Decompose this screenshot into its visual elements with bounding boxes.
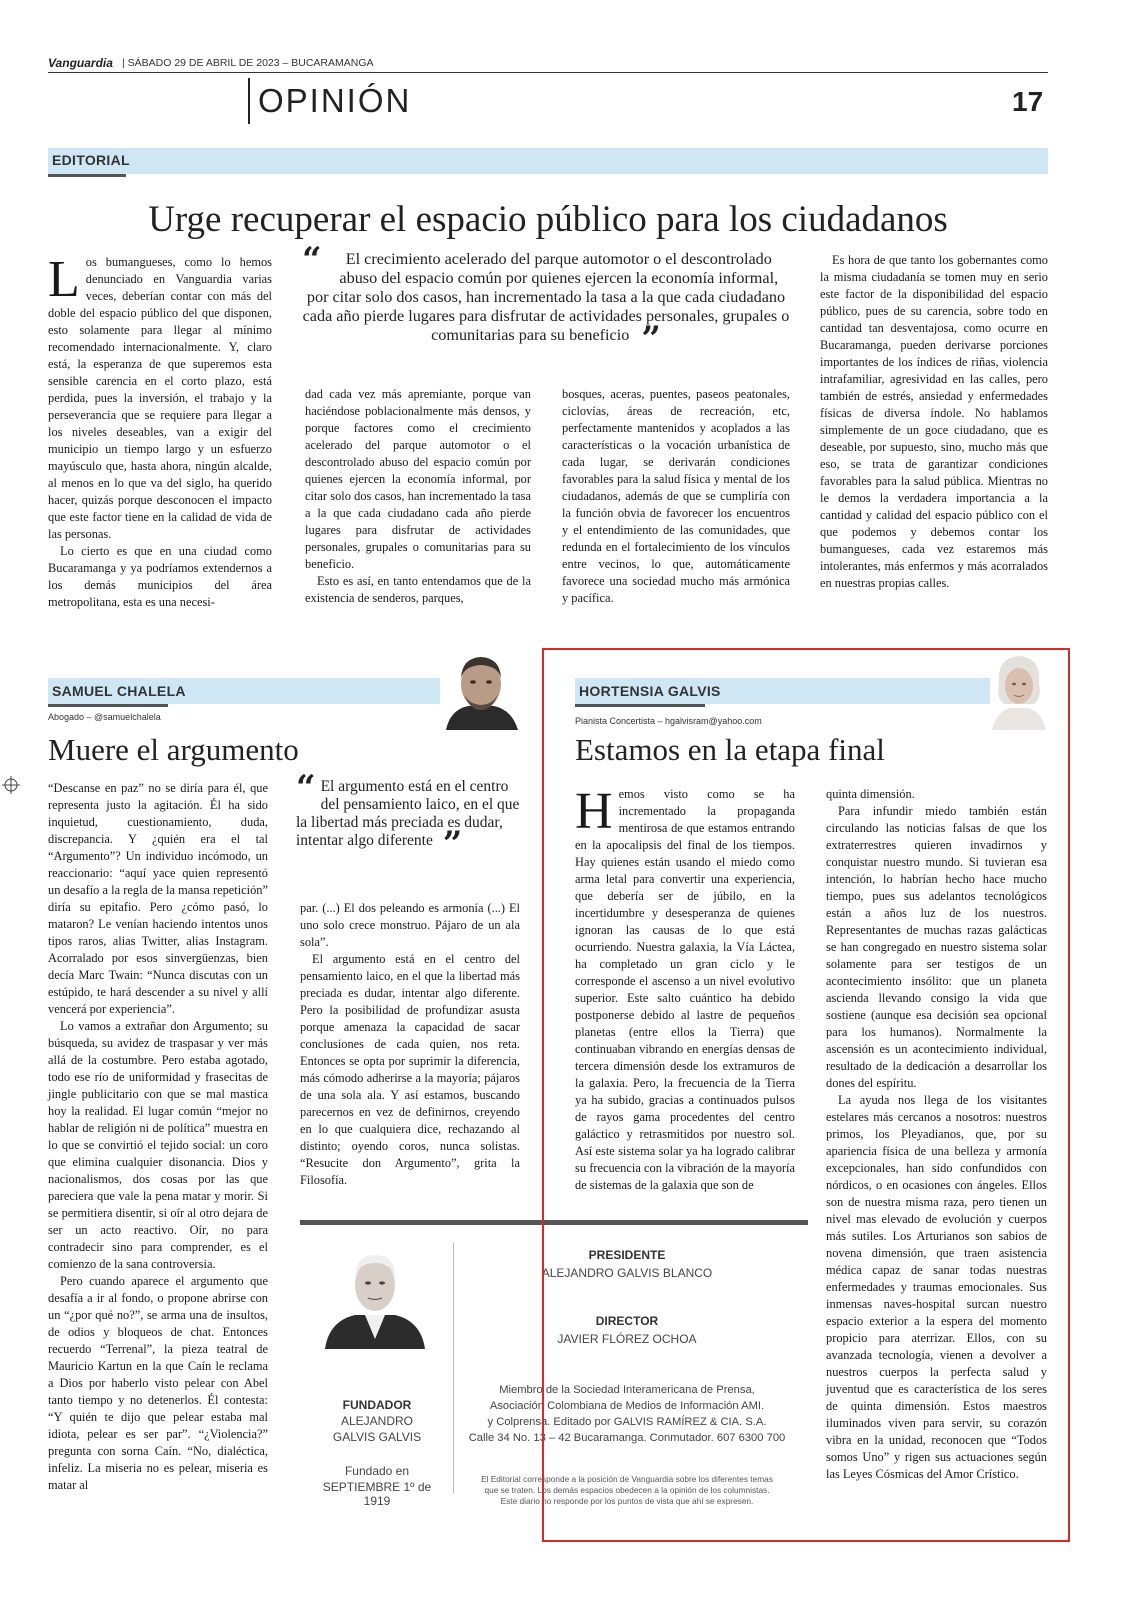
chalela-label: SAMUEL CHALELA — [52, 683, 186, 699]
editorial-underline — [48, 174, 126, 177]
founded-line-2: SEPTIEMBRE 1º de 1919 — [322, 1480, 432, 1508]
close-quote-icon: ” — [641, 319, 661, 359]
disclaimer-line: que se traten. Los demás espacios obedecen a la opinión de los columnistas. — [484, 1485, 770, 1495]
editorial-column-3 — [562, 386, 790, 607]
galvis-paragraph: quinta dimensión. — [826, 787, 915, 801]
registration-mark-icon — [2, 776, 20, 794]
galvis-dropcap: H — [575, 783, 613, 840]
chalela-paragraph: par. (...) El dos peleando es armonía (...) El uno solo crece monstruo. Pájaro de un ala sola”. — [300, 901, 520, 949]
membership-line: y Colprensa. Editado por GALVIS RAMÍREZ & CIA. S.A. — [487, 1416, 767, 1428]
fundador-name-2: GALVIS GALVIS — [332, 1430, 422, 1444]
editorial-pull-quote-text: El crecimiento acelerado del parque automotor o el descontrolado abuso del espacio común por quienes ejercen la economía informal, por citar solo dos casos, han incrementado la tasa a la que cada ciudadano cada año pierde lugares para disfrutar de actividades personales, grupales o comunitarias para su beneficio — [302, 250, 790, 344]
chalela-paragraph: Lo vamos a extrañar don Argumento; su búsqueda, su avidez de traspasar y ver más allá de la costumbre. Pero estaba agotado, todo ese río de uniformidad y frasecitas de jingle publicitario con que se mal mastica hoy la realidad. El lugar común “mejor no hablar de religión ni de política” muestra en lo que se convirtió el tejido social: un coro que elimina cualquier disonancia. Dios y nacionalismos, dos cosas por las que pareciera que vale la pena matar y morir. Si se permitiera disentir, si oír al otro dejara de ser un acto reactivo. Oír, no para contradecir sino para comprender, es el comienzo de la sana controversia. — [48, 1019, 268, 1271]
editorial-column-4 — [820, 252, 1048, 592]
open-quote-icon: “ — [302, 240, 322, 280]
chalela-pull-quote — [296, 768, 520, 864]
editorial-label: EDITORIAL — [52, 152, 130, 168]
chalela-portrait — [440, 648, 522, 730]
credits-divider — [453, 1243, 454, 1493]
close-quote-icon: ” — [442, 824, 463, 864]
editorial-paragraph: Lo cierto es que en una ciudad como Bucaramanga y ya podríamos extendernos a los demás municipios del área metropolitana, esta es una necesi- — [48, 544, 272, 609]
disclaimer-line: Este diario no responde por los puntos de vista que ahí se expresen. — [500, 1496, 754, 1506]
date-line: | SÁBADO 29 DE ABRIL DE 2023 – BUCARAMANGA — [122, 57, 374, 69]
presidente-label: PRESIDENTE — [588, 1248, 666, 1262]
masthead-rule — [48, 72, 1048, 73]
section-title: OPINIÓN — [258, 82, 412, 119]
editorial-paragraph: dad cada vez más apremiante, porque van haciéndose poblacionalmente más densos, y porque factores como el crecimiento acelerado del parque automotor o el descontrolado abuso del espacio común por quienes ejercen la economía informal, por citar solo dos casos, han incrementado la tasa a la que cada ciudadano cada año pierde lugares para disfrutar de actividades personales, grupales o comunitarias para su beneficio. — [305, 387, 531, 571]
galvis-title: Estamos en la etapa final — [575, 732, 885, 767]
fundador-label: FUNDADOR — [342, 1398, 412, 1412]
galvis-paragraph: Para infundir miedo también están circulando las noticias falsas de que los extraterrestres quieren invadirnos y conquistar nuestro mundo. Si tuvieran esa intención, lo habrían hecho hace mucho tiempo, pues sus adelantos tecnológicos están a años luz de los nuestros. Representantes de muchas razas galácticas se han congregado en nuestro sistema solar solamente para ser testigos de un acontecimiento insólito: que un planeta ascienda llevando consigo la vida que sostiene (aunque esa decisión sea opcional para los humanos). Normalmente la ascensión es un acontecimiento individual, resultado de la dedicación a desarrollar los dones del espíritu. — [826, 804, 1047, 1090]
director-label: DIRECTOR — [595, 1314, 659, 1328]
director-name: JAVIER FLÓREZ OCHOA — [557, 1332, 697, 1346]
editorial-bar — [48, 148, 1048, 174]
disclaimer-line: El Editorial corresponde a la posición de Vanguardia sobre los diferentes temas — [481, 1474, 773, 1484]
founder-portrait — [325, 1243, 425, 1349]
highlight-box — [542, 648, 1070, 1542]
founded-line-1: Fundado en — [344, 1464, 410, 1478]
editorial-dropcap: L — [48, 251, 80, 308]
presidente-name: ALEJANDRO GALVIS BLANCO — [541, 1266, 713, 1280]
chalela-paragraph: “Descanse en paz” no se diría para él, que representa justo la agitación. Él ha sido inquietud, cuestionamiento, duda, discrepancia. Y ¿quién era el tal “Argumento”? Un individuo incómodo, un reaccionario: “aquí yace quien representó un desafío a la regla de la mansa repetición” diría su epitafio. Pero ¿cómo pasó, lo mataron? Le venían haciendo intentos unos tipos raros, alias Twitter, alias Instagram. Acorralado por esos sinvergüenzas, bien decía Marc Twain: “Nunca discutas con un estúpido, te hará descender a su nivel y allí vencerá por experiencia”. — [48, 781, 268, 1016]
membership-line: Calle 34 No. 13 – 42 Bucaramanga. Conmutador. 607 6300 700 — [468, 1432, 786, 1444]
section-divider — [248, 78, 250, 124]
editorial-pull-quote — [302, 240, 790, 359]
chalela-byline: Abogado – @samuelchalela — [48, 712, 161, 722]
galvis-paragraph: La ayuda nos llega de los visitantes estelares más cercanos a nosotros: nuestros primos, los Pleyadianos, que, por su apariencia física de una belleza y armonía excepcionales, han sido confundidos con nórdicos, o en ocasiones con ángeles. Ellos son de nuestra misma raza, pero tienen un nivel mas elevado de evolución y cuerpos más sutiles. Los Arturianos son sabios de novena dimensión, que traen asistencia médica capaz de sanar todas nuestras enfermedades y traumas emocionales. Sus inmensas naves-hospital surcan nuestro espacio exterior a la espera del momento propicio para aterrizar. Ellos, con su avanzada tecnología, vienen a devolver a nuestros cuerpos la perfecta salud y juventud que es característica de los seres de quinta dimensión. Estos maestros iluminados viven para servir, su corazón vibra en la unidad, reconocen que “Todos somos Uno” y rigen sus actuaciones según las Leyes Cósmicas del Amor Crístico. — [826, 1093, 1047, 1481]
editorial-paragraph: Es hora de que tanto los gobernantes como la misma ciudadanía se tomen muy en serio este factor de la disponibilidad del espacio público, pues de su carencia, sobre todo en cantidad tan desventajosa, como ocurre en Bucaramanga, pueden derivarse porciones importantes de los índices de riñas, violencia intrafamiliar, agresividad en las calles, pero también de estrés, ansiedad y enfermedades físicas de diversa índole. No hablamos simplemente de un goce ciudadano, que es deseable, por supuesto, sino, mucho más que eso, se trata de garantizar condiciones favorables para la salud pública. Mientras no le demos la verdadera importancia a la cantidad y calidad del espacio público con el que podemos y debemos contar los bumangueses, cada vez estaremos más intolerantes, más enfermos y más acorralados en nuestras propias calles. — [820, 253, 1048, 590]
chalela-pull-quote-text: El argumento está en el centro del pensamiento laico, en el que la libertad más preciada es dudar, intentar algo diferente — [296, 778, 520, 849]
membership-line: Asociación Colombiana de Medios de Información AMI. — [489, 1400, 765, 1412]
chalela-column-1 — [48, 780, 268, 1494]
masthead — [48, 56, 1048, 72]
editorial-column-2 — [305, 386, 531, 607]
chalela-title: Muere el argumento — [48, 732, 299, 767]
chalela-paragraph: El argumento está en el centro del pensamiento laico, en el que la libertad más preciada es dudar, intentar algo diferente. Pero la posibilidad de profundizar asusta porque amenaza la capacidad de sacar conclusiones de cada quien, nos reta. Entonces se opta por suprimir la diferencia, más cómodo adherirse a la mayoría; pájaros de una sola ala. Y así estamos, buscando parecernos en vez de definirnos, creyendo en lo que cualquiera dice, rechazando al distinto; oyendo coros, nunca solistas. “Resucite don Argumento”, grita la Filosofía. — [300, 952, 520, 1187]
open-quote-icon: “ — [296, 768, 316, 808]
editorial-paragraph: bosques, aceras, puentes, paseos peatonales, ciclovías, áreas de recreación, etc, perfectamente mantenidos y acoplados a las características o la vocación urbanística de cada lugar, se derivarán condiciones favorables para la salud física y mental de los ciudadanos, además de que se cumpliría con la función obvia de favorecer los encuentros y el entendimiento de las comunidades, que redunda en el fortalecimiento de los vínculos entre vecinos, lo que, automáticamente favorece una sociedad mucho más armónica y pacífica. — [562, 387, 790, 605]
membership-line: Miembro de la Sociedad Interamericana de Prensa, — [499, 1384, 755, 1396]
fundador-name-1: ALEJANDRO — [340, 1414, 414, 1428]
galvis-paragraph: emos visto como se ha incrementado la propaganda mentirosa de que estamos entrando en la apocalipsis del final de los tiempos. Hay quienes están usando el miedo como arma letal para convertir una experiencia, que debería ser de júbilo, en la incertidumbre y desesperanza de quienes ignoran las causas de lo que está ocurriendo. Nuestra galaxia, la Vía Láctea, ha completado un gran ciclo y le corresponde el ascenso a un nivel evolutivo superior. Este salto cuántico ha debido postponerse debido al lastre de pequeños planetas (entre ellos la Tierra) que continuaban vibrando en energías densas de tercera dimensión desde los extramuros de la galaxia. Pero, la frecuencia de la Tierra ya ha subido, gracias a continuados pulsos de rayos gama procedentes del centro galáctico y retrasmitidos por nuestro sol. Así este sistema solar ya ha logrado calibrar su frecuencia con la vibración de la mayoría de sistemas de la galaxia que son de — [575, 787, 795, 1192]
editorial-title: Urge recuperar el espacio público para los ciudadanos — [148, 199, 948, 240]
editorial-column-1 — [48, 251, 272, 611]
chalela-underline — [48, 704, 168, 707]
brand-logo: Vanguardia — [48, 56, 113, 70]
galvis-byline: Pianista Concertista – hgalvisram@yahoo.com — [575, 716, 762, 726]
editorial-paragraph: os bumangueses, como lo hemos denunciado en Vanguardia varias veces, deberían contar con más del doble del espacio público del que disponen, esto solamente para llegar al mínimo recomendado internacionalmente. Y, claro está, la esperanza de que superemos esta sensible carencia en el corto plazo, está perdida, pues la inversión, el trabajo y la perseverancia que se requiere para llegar a los niveles deseables, van a exigir del municipio un tiempo largo y un esfuerzo mayúsculo que, hasta ahora, ningún alcalde, al menos en lo que va del siglo, ha querido hacer, quizás porque desconocen el impacto que este factor tiene en la calidad de vida de las personas. — [48, 255, 272, 541]
chalela-column-2 — [300, 900, 520, 1189]
chalela-paragraph: Pero cuando aparece el argumento que desafía a ir al fondo, o propone abrirse con un “¿por qué no?”, se arma una de insultos, de odios y bloqueos de chat. Entonces recuerdo “Terrenal”, la pieza teatral de Mauricio Kartun en la que Caín le reclama a Dios por haberlo visto pelear con Abel tanto tiempo y no detenerlos. Él contesta: “Y quién te dijo que pelear estaba mal idiota, pelear es ser par”. “¿Violencia?” pregunta con sorna Caín. “No, dialéctica, infeliz. La miseria no es pelear, miseria es matar al — [48, 1274, 268, 1492]
galvis-label: HORTENSIA GALVIS — [579, 683, 721, 699]
page-number: 17 — [1012, 86, 1044, 117]
editorial-paragraph: Esto es así, en tanto entendamos que de la existencia de senderos, parques, — [305, 574, 531, 605]
